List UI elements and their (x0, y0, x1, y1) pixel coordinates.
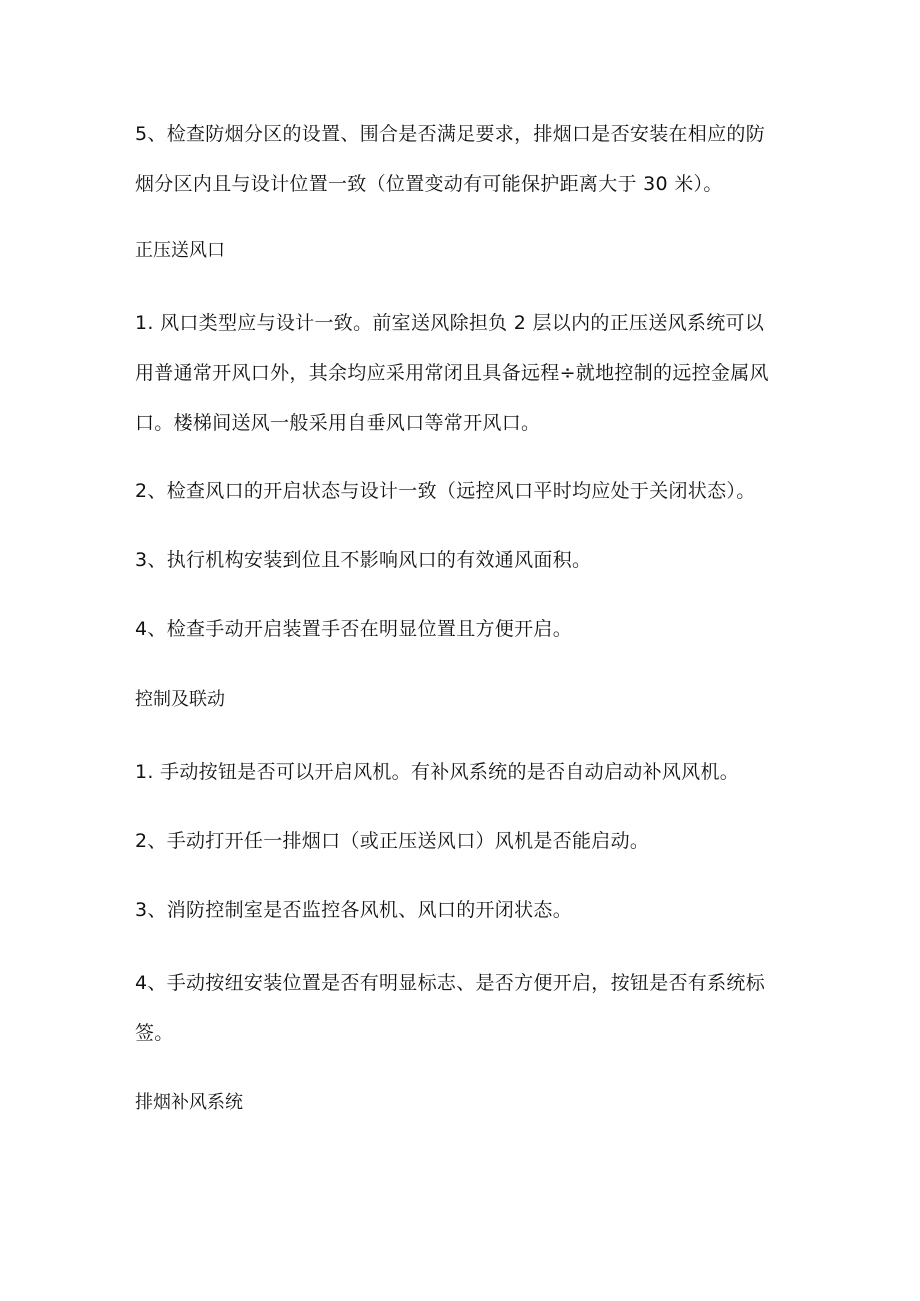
smoke-partition-item-5 (135, 109, 800, 209)
text-line: 4、检查手动开启装置手否在明显位置且方便开启。 (135, 618, 572, 640)
text-line: 1. 手动按钮是否可以开启风机。有补风系统的是否自动启动补风风机。 (135, 761, 740, 783)
section-heading-smoke-makeup: 排烟补风系统 (135, 1092, 243, 1113)
section-heading-control: 控制及联动 (135, 689, 225, 710)
section-heading-positive-pressure: 正压送风口 (135, 240, 225, 261)
text-line: 4、手动按纽安装位置是否有明显标志、是否方便开启，按钮是否有系统标 (135, 972, 765, 994)
text-line: 5、检查防烟分区的设置、围合是否满足要求，排烟口是否安装在相应的防 (135, 123, 765, 145)
text-line: 签。 (135, 1022, 174, 1044)
text-line: 2、手动打开任一排烟口（或正压送风口）风机是否能启动。 (135, 830, 650, 852)
positive-pressure-item-1 (135, 298, 800, 448)
text-line: 用普通常开风口外，其余均应采用常闭且具备远程÷就地控制的远控金属风 (135, 362, 769, 384)
text-line: 3、执行机构安装到位且不影响风口的有效通风面积。 (135, 549, 592, 571)
positive-pressure-item-4 (135, 604, 800, 654)
text-line: 口。楼梯间送风一般采用自垂风口等常开风口。 (135, 412, 541, 434)
text-line: 1. 风口类型应与设计一致。前室送风除担负 2 层以内的正压送风系统可以 (135, 312, 765, 334)
text-line: 3、消防控制室是否监控各风机、风口的开闭状态。 (135, 899, 572, 921)
control-item-3 (135, 885, 800, 935)
control-item-4 (135, 958, 800, 1058)
control-item-1 (135, 747, 800, 797)
positive-pressure-item-2 (135, 466, 800, 516)
text-line: 烟分区内且与设计位置一致（位置变动有可能保护距离大于 30 米）。 (135, 173, 723, 195)
positive-pressure-item-3 (135, 535, 800, 585)
text-line: 2、检查风口的开启状态与设计一致（远控风口平时均应处于关闭状态）。 (135, 480, 756, 502)
control-item-2 (135, 816, 800, 866)
